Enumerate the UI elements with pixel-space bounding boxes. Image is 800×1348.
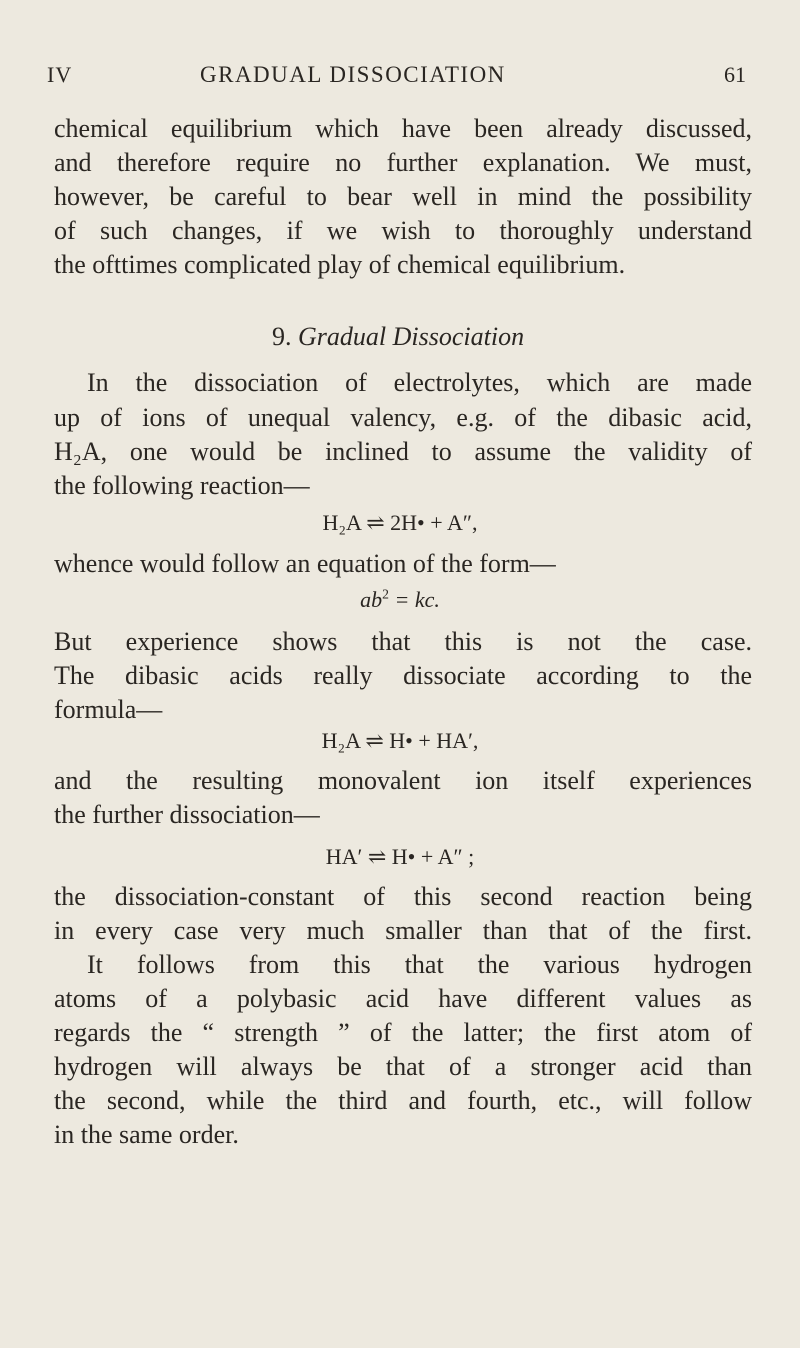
running-header — [0, 62, 800, 98]
equation-2-rhs: = kc. — [388, 587, 440, 612]
text-line — [54, 405, 752, 431]
equation-3: H₂A ⇌ H• + HA′, — [321, 728, 479, 753]
chapter-number: IV — [47, 62, 73, 87]
text-line: the further dissociation— — [54, 800, 320, 829]
section-title: Gradual Dissociation — [298, 322, 525, 351]
section-number: 9. — [272, 322, 292, 351]
text-line: the dissociation-constant of this second reaction being — [54, 882, 752, 911]
text-line-content: one would be inclined to assume the validity of — [129, 437, 753, 466]
text-line: But experience shows that this is not the case. — [54, 627, 752, 656]
text-line: the second, while the third and fourth, etc., will follow — [54, 1086, 752, 1115]
text-line: The dibasic acids really dissociate according to the — [54, 661, 752, 690]
text-line: hydrogen will always be that of a stronger acid than — [54, 1052, 752, 1081]
text-line — [54, 439, 752, 465]
text-line: of such changes, if we wish to thoroughly understand — [54, 216, 752, 245]
text-line: however, be careful to bear well in mind the possibility — [54, 182, 752, 211]
text-line: and the resulting monovalent ion itself experiences — [54, 766, 752, 795]
equation-2-lhs: ab — [360, 587, 383, 612]
h2a-formula: H₂A, — [54, 437, 108, 466]
text-line: in the same order. — [54, 1120, 239, 1149]
text-line: In the dissociation of electrolytes, which are made — [87, 368, 752, 397]
running-title: GRADUAL DISSOCIATION — [200, 62, 506, 87]
text-line: atoms of a polybasic acid have different values as — [54, 984, 752, 1013]
text-line: the ofttimes complicated play of chemical equilibrium. — [54, 250, 626, 279]
text-line: and therefore require no further explanation. We must, — [54, 148, 752, 177]
equation-2 — [0, 586, 800, 612]
text-line: formula— — [54, 695, 163, 724]
text-line: in every case very much smaller than that of the first. — [54, 916, 752, 945]
equation-2-exponent: 2 — [382, 586, 389, 602]
text-line-content: up of ions of unequal valency, e.g. of the dibasic acid, — [54, 403, 752, 432]
text-line: whence would follow an equation of the form— — [54, 549, 556, 578]
text-line: chemical equilibrium which have been already discussed, — [54, 114, 752, 143]
equation-4: HA′ ⇌ H• + A″ ; — [325, 844, 475, 869]
text-line: It follows from this that the various hydrogen — [87, 950, 752, 979]
equation-1: H₂A ⇌ 2H• + A″, — [322, 510, 478, 535]
text-line: the following reaction— — [54, 471, 310, 500]
text-line: regards the “ strength ” of the latter; the first atom of — [54, 1018, 752, 1047]
section-heading — [272, 324, 524, 350]
page-number: 61 — [724, 62, 746, 87]
